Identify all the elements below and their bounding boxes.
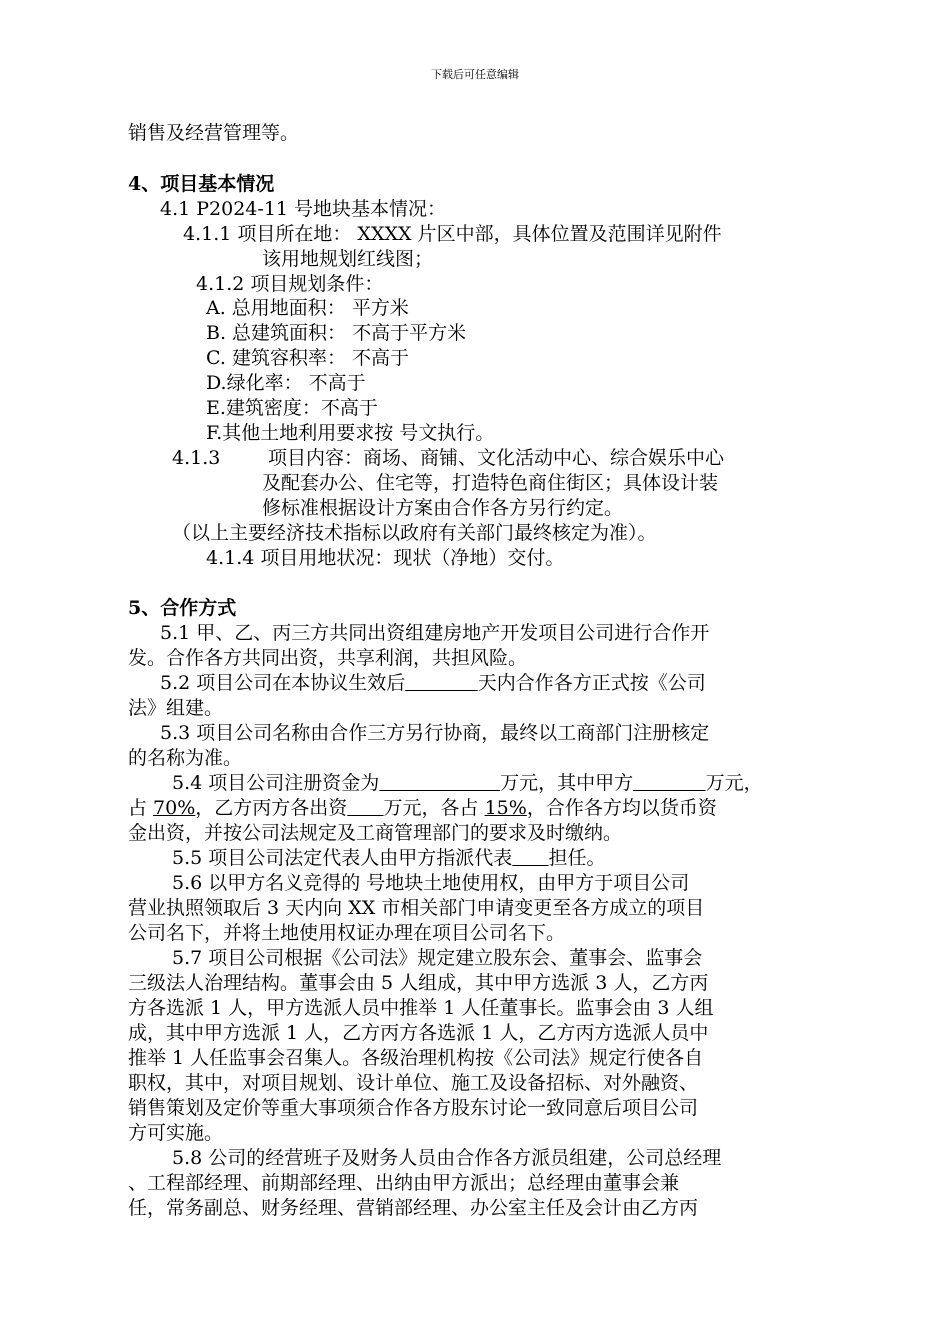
text-span: ，乙方丙方各出资: [195, 797, 348, 819]
text-line: 5.1 甲、乙、丙三方共同出资组建房地产开发项目公司进行合作开: [160, 622, 710, 644]
blank-underline: [347, 797, 383, 819]
text-line: 方可实施。: [128, 1122, 224, 1144]
text-line: 该用地规划红线图；: [262, 248, 434, 270]
text-span: 5.5 项目公司法定代表人由甲方指派代表: [172, 847, 513, 869]
blank-underline: [633, 772, 705, 794]
text-line: 的名称为准。: [128, 747, 243, 769]
blank-underline: [405, 672, 477, 694]
page-header: 下载后可任意编辑: [431, 68, 519, 81]
text-span: 万元，其中甲方: [500, 772, 634, 794]
text-line: 、工程部经理、前期部经理、出纳由甲方派出；总经理由董事会兼: [128, 1172, 680, 1194]
text-line: [160, 671, 706, 695]
text-line: 及配套办公、住宅等，打造特色商住街区；具体设计装: [262, 472, 719, 494]
underlined-value: 15%: [484, 797, 527, 819]
blank-underline: [379, 772, 500, 794]
text-line: 4.1.4 项目用地状况：现状（净地）交付。: [206, 547, 565, 569]
clause-number: 4.1.3: [172, 447, 221, 469]
text-span: 万元，各占: [383, 797, 485, 819]
text-span: 担任。: [548, 847, 606, 869]
text-line: 修标准根据设计方案由合作各方另行约定。: [262, 497, 624, 519]
text-line: 营业执照领取后 3 天内向 XX 市相关部门申请变更至各方成立的项目: [128, 897, 705, 919]
text-line: 销售策划及定价等重大事项须合作各方股东讨论一致同意后项目公司: [128, 1097, 699, 1119]
underlined-value: 70%: [153, 797, 196, 819]
text-line: 4.1 P2024-11 号地块基本情况：: [160, 198, 447, 220]
text-span: 天内合作各方正式按《公司: [477, 672, 706, 694]
text-line: 4.1.1 项目所在地： XXXX 片区中部，具体位置及范围详见附件: [183, 223, 722, 245]
text-line: [128, 796, 717, 820]
text-line: 4.1.2 项目规划条件：: [196, 273, 384, 295]
text-span: 占: [128, 797, 154, 819]
text-line: 发。合作各方共同出资，共享利润，共担风险。: [128, 647, 528, 669]
text-line: C. 建筑容积率： 不高于: [206, 347, 409, 369]
text-span: ，合作各方均以货币资: [526, 797, 717, 819]
text-line: 公司名下，并将土地使用权证办理在项目公司名下。: [128, 922, 566, 944]
text-line: 5.8 公司的经营班子及财务人员由合作各方派员组建，公司总经理: [172, 1147, 722, 1169]
text-line: [172, 771, 763, 795]
text-line: 金出资，并按公司法规定及工商管理部门的要求及时缴纳。: [128, 822, 623, 844]
section-heading-5: 5、合作方式: [128, 597, 237, 619]
text-line: A. 总用地面积： 平方米: [206, 297, 409, 319]
section-heading-4: 4、项目基本情况: [128, 173, 275, 195]
text-line: B. 总建筑面积： 不高于平方米: [206, 322, 467, 344]
text-span: 万元，: [705, 772, 763, 794]
text-line: 5.6 以甲方名义竞得的 号地块土地使用权，由甲方于项目公司: [172, 872, 690, 894]
text-line: 5.3 项目公司名称由合作三方另行协商，最终以工商部门注册核定: [160, 722, 710, 744]
text-line: F.其他土地利用要求按 号文执行。: [206, 422, 495, 444]
text-span: 5.2 项目公司在本协议生效后: [160, 672, 406, 694]
text-line: 5.7 项目公司根据《公司法》规定建立股东会、董事会、监事会: [172, 947, 703, 969]
text-line: 成，其中甲方选派 1 人，乙方丙方各选派 1 人，乙方丙方选派人员中: [128, 1022, 709, 1044]
text-line: 职权，其中，对项目规划、设计单位、施工及设备招标、对外融资、: [128, 1072, 699, 1094]
text-line: 销售及经营管理等。: [128, 122, 300, 144]
text-line: D.绿化率： 不高于: [206, 372, 366, 394]
text-span: 5.4 项目公司注册资金为: [172, 772, 380, 794]
text-line: [172, 846, 606, 870]
text-line: 推举 1 人任监事会召集人。各级治理机构按《公司法》规定行使各自: [128, 1047, 704, 1069]
text-line: 三级法人治理结构。董事会由 5 人组成，其中甲方选派 3 人，乙方丙: [128, 972, 709, 994]
text-line: 方各选派 1 人，甲方选派人员中推举 1 人任董事长。监事会由 3 人组: [128, 997, 714, 1019]
text-line: 法》组建。: [128, 697, 224, 719]
text-line: 任，常务副总、财务经理、营销部经理、办公室主任及会计由乙方丙: [128, 1197, 699, 1219]
text-line: 项目内容：商场、商铺、文化活动中心、综合娱乐中心: [268, 447, 725, 469]
text-line: （以上主要经济技术指标以政府有关部门最终核定为准）。: [172, 522, 657, 544]
blank-underline: [512, 847, 548, 869]
text-line: E.建筑密度：不高于: [206, 397, 378, 419]
